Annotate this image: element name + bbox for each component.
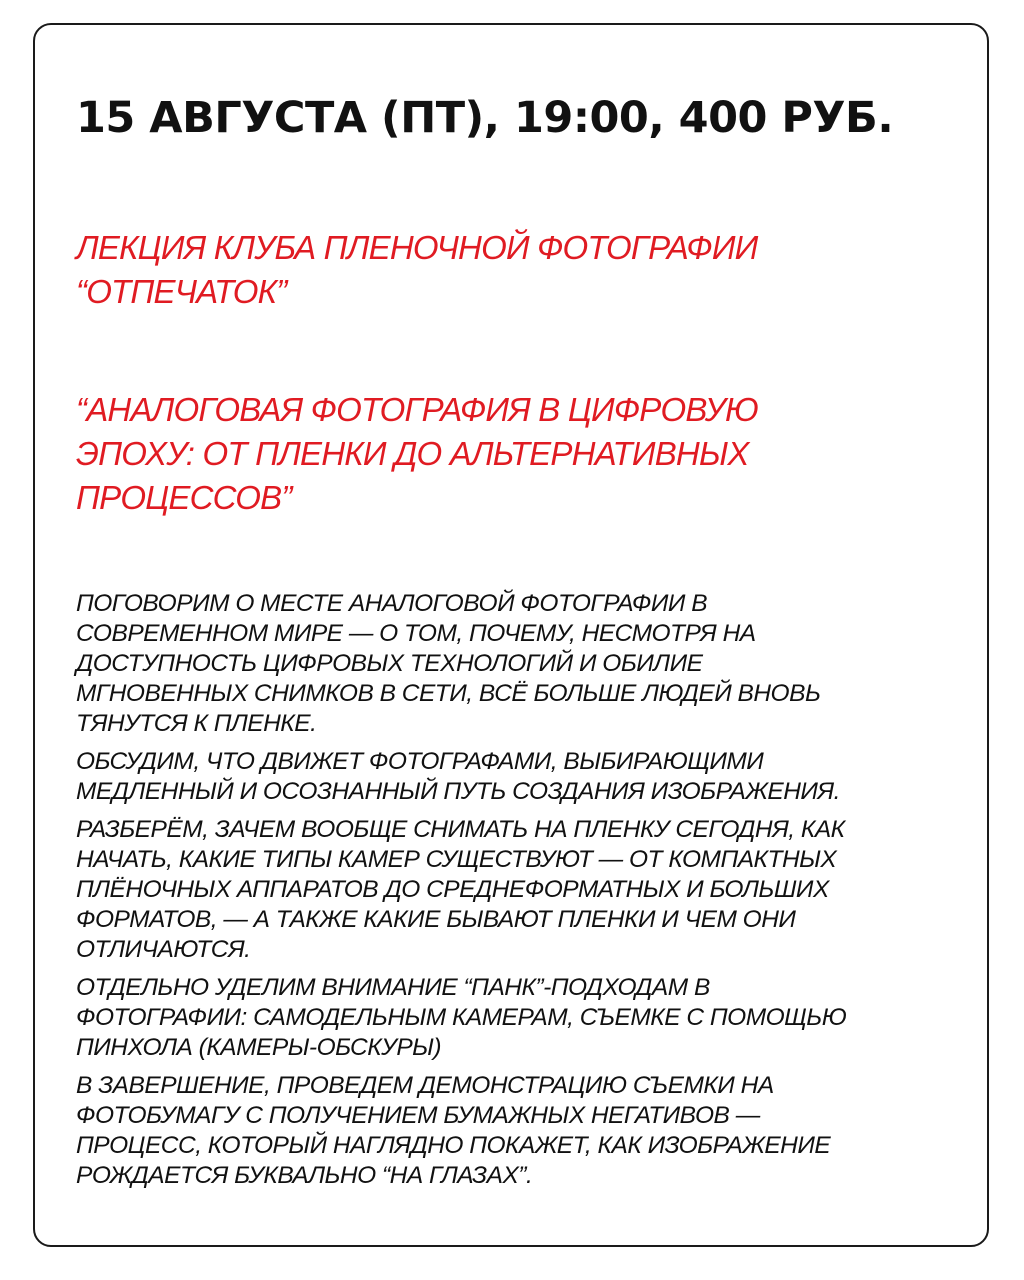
paragraph-line: ПОГОВОРИМ О МЕСТЕ АНАЛОГОВОЙ ФОТОГРАФИИ В xyxy=(76,590,708,617)
description-paragraph xyxy=(76,1071,946,1191)
lecture-title-line: “АНАЛОГОВАЯ ФОТОГРАФИЯ В ЦИФРОВУЮ xyxy=(76,391,758,428)
paragraph-line: ФОРМАТОВ, — А ТАКЖЕ КАКИЕ БЫВАЮТ ПЛЕНКИ И ЧЕМ ОНИ xyxy=(76,906,796,933)
paragraph-line: ДОСТУПНОСТЬ ЦИФРОВЫХ ТЕХНОЛОГИЙ И ОБИЛИЕ xyxy=(76,650,703,677)
paragraph-line: ОТДЕЛЬНО УДЕЛИМ ВНИМАНИЕ “ПАНК”-ПОДХОДАМ В xyxy=(76,974,710,1001)
paragraph-line: ОБСУДИМ, ЧТО ДВИЖЕТ ФОТОГРАФАМИ, ВЫБИРАЮЩИМИ xyxy=(76,748,764,775)
lecture-title-line: ЭПОХУ: ОТ ПЛЕНКИ ДО АЛЬТЕРНАТИВНЫХ xyxy=(76,435,749,472)
paragraph-line: РАЗБЕРЁМ, ЗАЧЕМ ВООБЩЕ СНИМАТЬ НА ПЛЕНКУ СЕГОДНЯ, КАК xyxy=(76,816,845,843)
paragraph-line: СОВРЕМЕННОМ МИРЕ — О ТОМ, ПОЧЕМУ, НЕСМОТРЯ НА xyxy=(76,620,756,647)
paragraph-line: РОЖДАЕТСЯ БУКВАЛЬНО “НА ГЛАЗАХ”. xyxy=(76,1162,533,1189)
lecture-title-line: ПРОЦЕССОВ” xyxy=(76,479,292,516)
paragraph-line: ПЛЁНОЧНЫХ АППАРАТОВ ДО СРЕДНЕФОРМАТНЫХ И БОЛЬШИХ xyxy=(76,876,829,903)
paragraph-line: ПИНХОЛА (КАМЕРЫ-ОБСКУРЫ) xyxy=(76,1034,442,1061)
paragraph-line: ФОТОБУМАГУ С ПОЛУЧЕНИЕМ БУМАЖНЫХ НЕГАТИВОВ — xyxy=(76,1102,760,1129)
lecture-title xyxy=(76,388,946,520)
paragraph-line: ОТЛИЧАЮТСЯ. xyxy=(76,936,251,963)
event-date-time-price: 15 АВГУСТА (ПТ), 19:00, 400 РУБ. xyxy=(76,93,894,143)
description-paragraph xyxy=(76,747,946,807)
description-paragraph xyxy=(76,815,946,965)
paragraph-line: НАЧАТЬ, КАКИЕ ТИПЫ КАМЕР СУЩЕСТВУЮТ — ОТ КОМПАКТНЫХ xyxy=(76,846,837,873)
description-paragraph xyxy=(76,589,946,739)
subtitle-line: ЛЕКЦИЯ КЛУБА ПЛЕНОЧНОЙ ФОТОГРАФИИ xyxy=(76,229,758,266)
paragraph-line: ТЯНУТСЯ К ПЛЕНКЕ. xyxy=(76,710,317,737)
lecture-description xyxy=(76,589,946,1199)
paragraph-line: В ЗАВЕРШЕНИЕ, ПРОВЕДЕМ ДЕМОНСТРАЦИЮ СЪЕМКИ НА xyxy=(76,1072,774,1099)
paragraph-line: ФОТОГРАФИИ: САМОДЕЛЬНЫМ КАМЕРАМ, СЪЕМКЕ С ПОМОЩЬЮ xyxy=(76,1004,847,1031)
paragraph-line: МГНОВЕННЫХ СНИМКОВ В СЕТИ, ВСЁ БОЛЬШЕ ЛЮДЕЙ ВНОВЬ xyxy=(76,680,821,707)
description-paragraph xyxy=(76,973,946,1063)
paragraph-line: ПРОЦЕСС, КОТОРЫЙ НАГЛЯДНО ПОКАЖЕТ, КАК ИЗОБРАЖЕНИЕ xyxy=(76,1132,831,1159)
subtitle-line: “ОТПЕЧАТОК” xyxy=(76,273,287,310)
paragraph-line: МЕДЛЕННЫЙ И ОСОЗНАННЫЙ ПУТЬ СОЗДАНИЯ ИЗОБРАЖЕНИЯ. xyxy=(76,778,840,805)
club-lecture-subtitle xyxy=(76,226,936,314)
